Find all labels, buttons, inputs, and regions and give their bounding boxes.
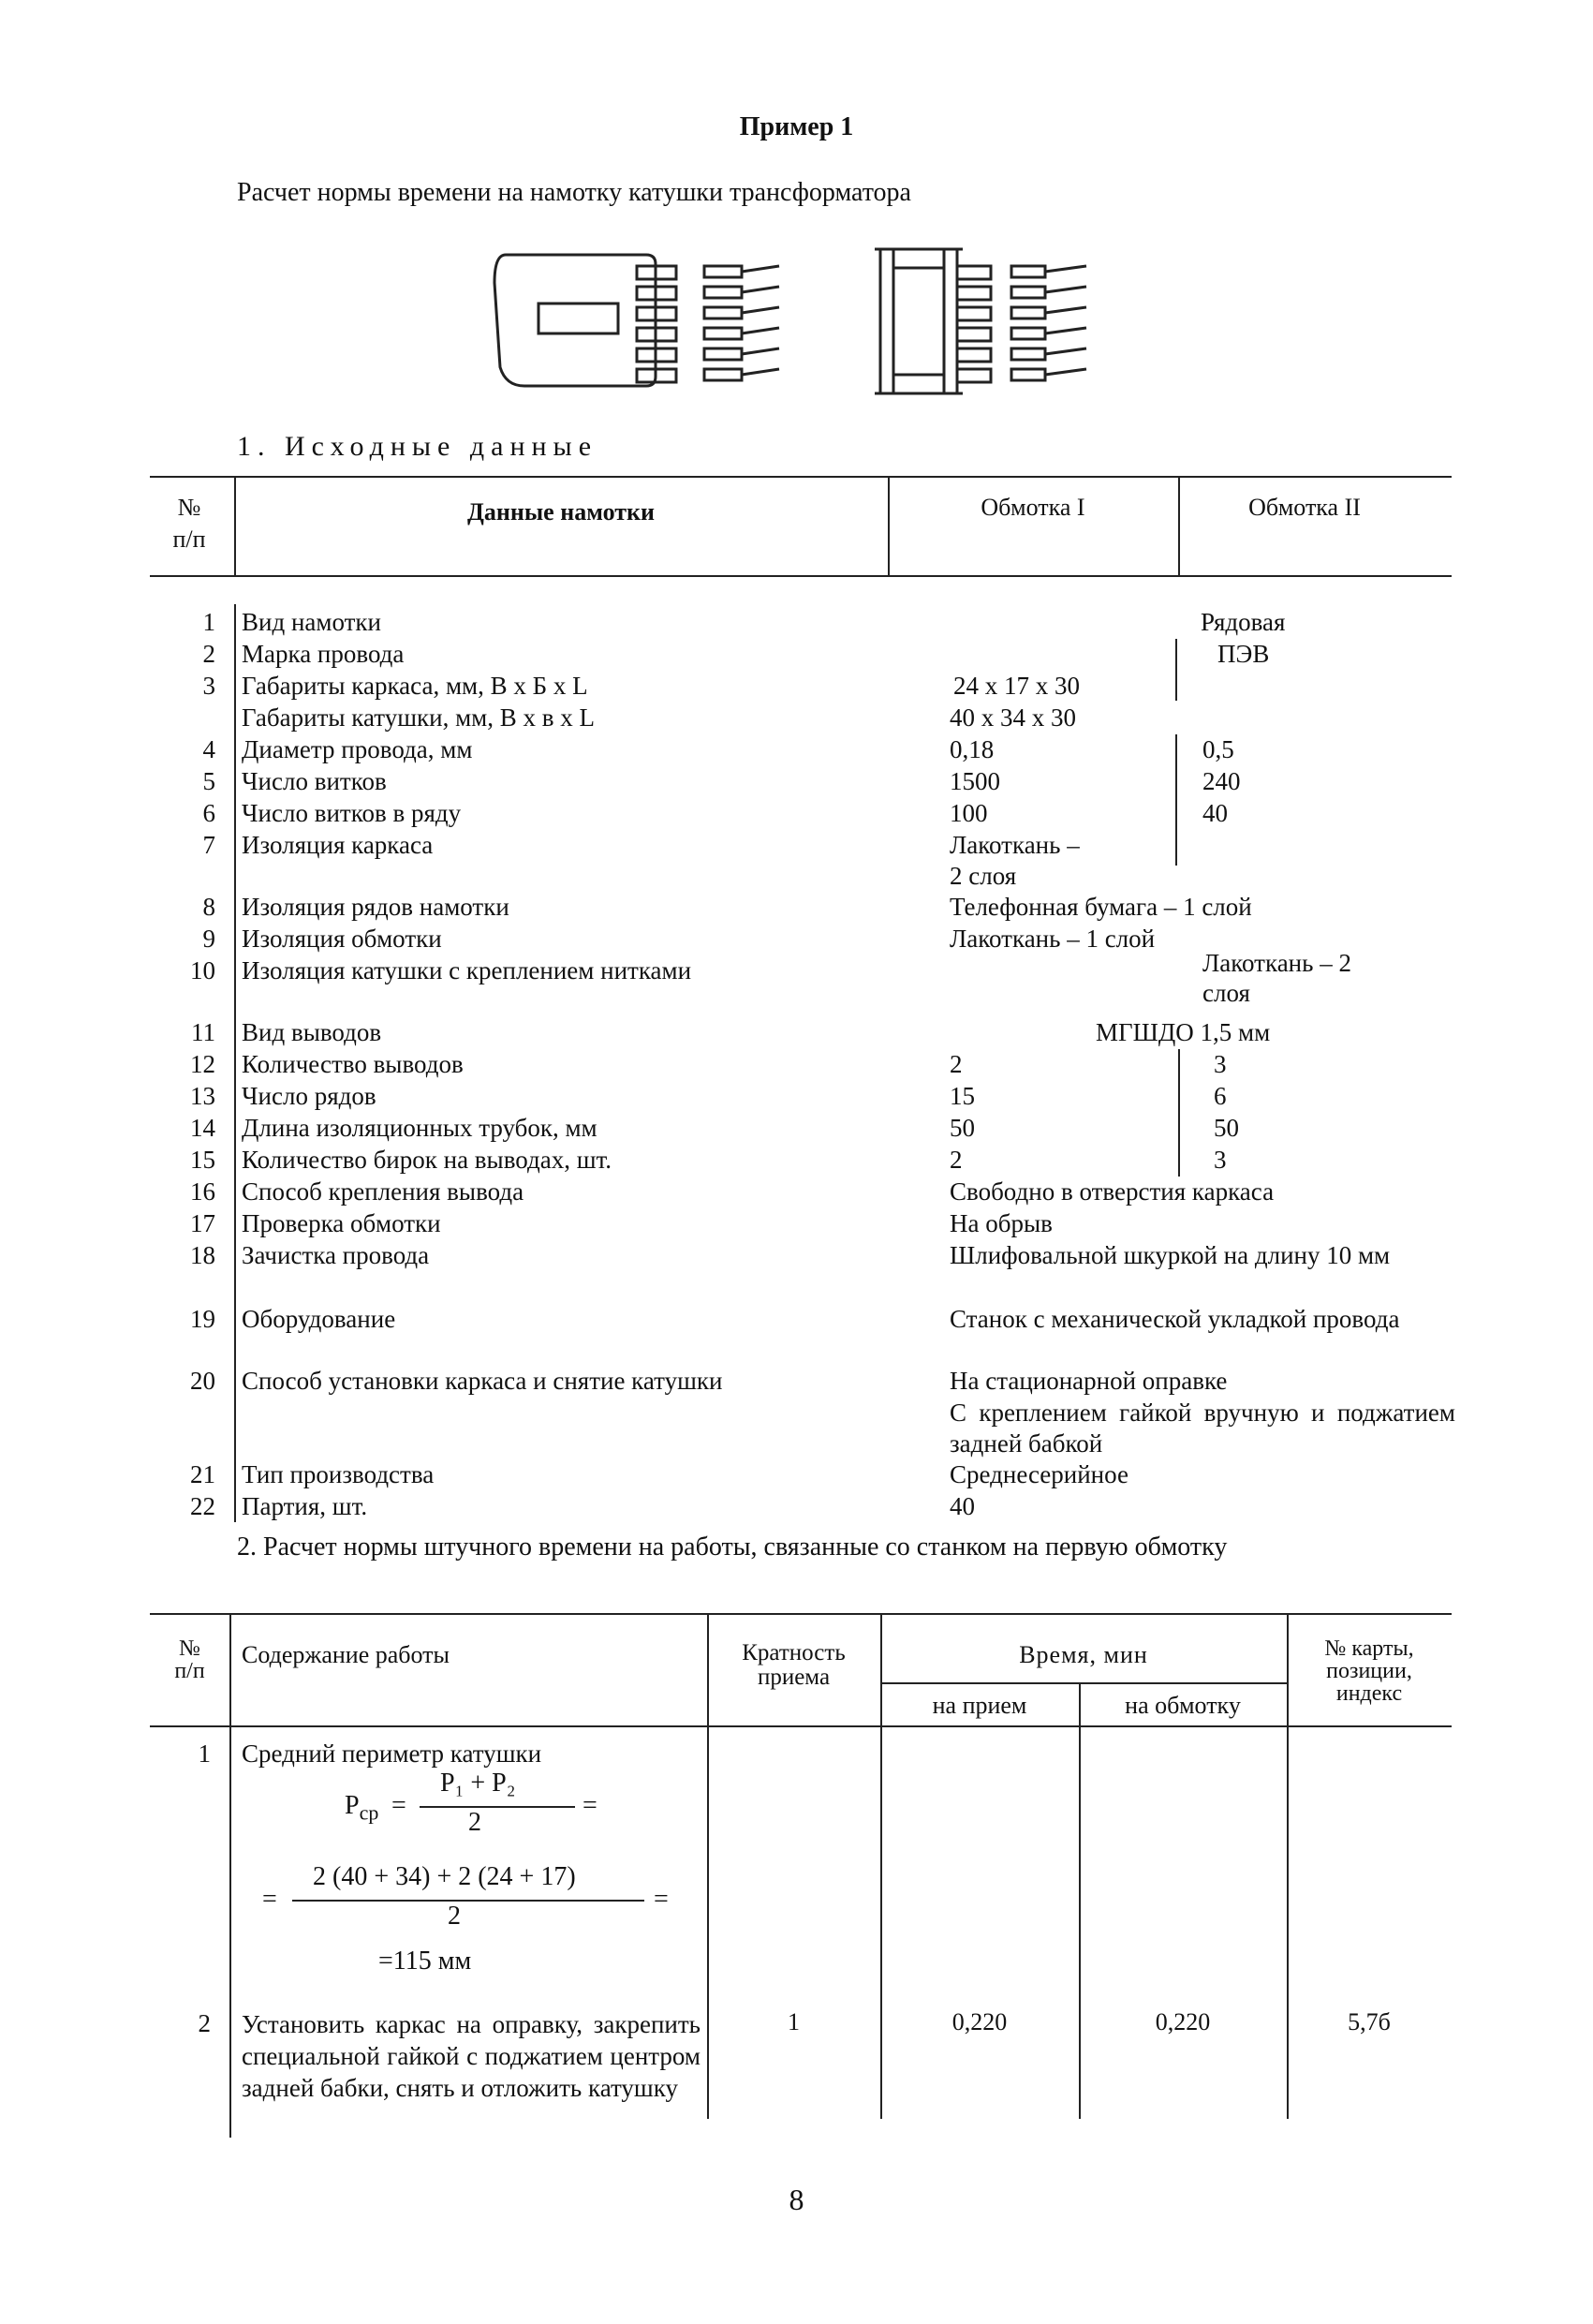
row-label: Оборудование	[242, 1305, 396, 1333]
frame-insulation-value: Лакоткань – 2 слоя	[950, 831, 1080, 890]
row-count-1: 15	[950, 1082, 975, 1110]
time-winding-value: 0,220	[1155, 2008, 1211, 2035]
table1-col-divider	[234, 604, 236, 1522]
row-label: Проверка обмотки	[242, 1209, 441, 1237]
row-insulation-value: Телефонная бумага – 1 слой	[950, 893, 1252, 921]
row-label: Зачистка провода	[242, 1241, 430, 1269]
multiplicity-value: 1	[788, 2008, 800, 2035]
row-label: Длина изоляционных трубок, мм	[242, 1114, 597, 1142]
turns-per-row-2: 40	[1202, 799, 1228, 827]
row-label: Количество выводов	[242, 1050, 464, 1078]
row-label: Марка провода	[242, 640, 405, 668]
row-label: Способ крепления вывода	[242, 1177, 524, 1206]
mounting-method-value-1: На стационарной оправке	[950, 1367, 1228, 1395]
section-1-heading: 1. Исходные данные	[237, 431, 598, 462]
row-label: Изоляция катушки с креплением нитками	[242, 956, 692, 984]
formula-result: =115 мм	[378, 1947, 472, 1976]
wire-diameter-1: 0,18	[950, 735, 995, 763]
row-label: Изоляция рядов намотки	[242, 893, 509, 921]
row-number: 13	[190, 1082, 215, 1110]
row-number: 5	[202, 767, 215, 795]
lead-fixing-value: Свободно в отверстия каркаса	[950, 1177, 1275, 1206]
table2-header-time: Время, мин	[1019, 1641, 1148, 1668]
formula-denominator: 2	[468, 1808, 481, 1837]
table1-top-rule	[150, 476, 1452, 478]
row-number: 17	[190, 1209, 215, 1237]
fraction-bar	[292, 1900, 644, 1902]
production-type-value: Среднесерийное	[950, 1460, 1128, 1488]
row-number: 3	[202, 672, 215, 700]
wire-grade-value: ПЭВ	[1217, 640, 1270, 668]
time-reception-value: 0,220	[951, 2008, 1008, 2035]
tube-length-2: 50	[1214, 1114, 1239, 1142]
row-number: 1	[198, 1739, 211, 1768]
lead-type-value: МГШДО 1,5 мм	[1096, 1018, 1271, 1046]
row-label: Габариты катушки, мм, В х в х L	[242, 703, 595, 732]
wire-diameter-2: 0,5	[1202, 735, 1234, 763]
row-count-2: 6	[1214, 1082, 1227, 1110]
row-number: 9	[202, 925, 215, 953]
table2-col-divider	[1079, 1725, 1081, 2119]
value-divider	[1175, 734, 1177, 866]
row-number: 15	[190, 1146, 215, 1174]
lead-count-2: 3	[1214, 1050, 1227, 1078]
equipment-value: Станок с механической укладкой провода	[950, 1305, 1400, 1333]
row-number: 19	[190, 1305, 215, 1333]
tags-count-1: 2	[950, 1146, 963, 1174]
formula2-numerator: 2 (40 + 34) + 2 (24 + 17)	[313, 1862, 576, 1891]
table1-header-data: Данные намотки	[467, 498, 655, 525]
frame-dimensions-value: 24 х 17 х 30	[953, 672, 1080, 700]
turns-2: 240	[1202, 767, 1241, 795]
row-label: Габариты каркаса, мм, В х Б х L	[242, 672, 588, 700]
table2-header-num: № п/п	[174, 1636, 205, 1683]
coil-insulation-value: Лакоткань – 2 слоя	[1202, 949, 1351, 1007]
table2-col-divider	[880, 1725, 882, 2119]
turns-1: 1500	[950, 767, 1000, 795]
row-number: 8	[202, 893, 215, 921]
table2-header-time-reception: на прием	[932, 1692, 1027, 1719]
batch-size-value: 40	[950, 1492, 975, 1520]
formula-numerator: P₁ + P₂	[440, 1769, 516, 1798]
row-label: Вид намотки	[242, 608, 381, 636]
turns-per-row-1: 100	[950, 799, 988, 827]
row-label: Число витков	[242, 767, 387, 795]
row-label: Число рядов	[242, 1082, 376, 1110]
table2-col-divider	[707, 1725, 709, 2119]
table2-time-split-rule	[880, 1682, 1287, 1684]
page-title: Пример 1	[739, 112, 854, 141]
row-number: 1	[202, 608, 215, 636]
table2-col-divider	[229, 1613, 231, 1725]
table2-top-rule	[150, 1613, 1452, 1615]
row-number: 10	[190, 956, 215, 984]
table2-header-multiplicity: Кратность приема	[742, 1640, 846, 1690]
table1-header-winding-2: Обмотка II	[1248, 494, 1361, 521]
card-index-value: 5,7б	[1348, 2008, 1391, 2035]
table1-header-num: № п/п	[172, 494, 206, 553]
row-label: Изоляция каркаса	[242, 831, 434, 859]
row-label: Изоляция обмотки	[242, 925, 442, 953]
table1-header-winding-1: Обмотка I	[981, 494, 1085, 521]
table1-col-divider	[888, 476, 890, 575]
formula2-denominator: 2	[448, 1902, 461, 1931]
table2-col-divider	[229, 1725, 231, 2138]
row-number: 12	[190, 1050, 215, 1078]
table2-header-content: Содержание работы	[242, 1641, 450, 1668]
winding-check-value: На обрыв	[950, 1209, 1053, 1237]
table2-header-time-winding: на обмотку	[1125, 1692, 1241, 1719]
formula-equals: =	[262, 1885, 277, 1914]
table1-col-divider	[1178, 476, 1180, 575]
formula-equals: =	[654, 1885, 669, 1914]
row-number: 20	[190, 1367, 215, 1395]
row-number: 7	[202, 831, 215, 859]
row-label: Способ установки каркаса и снятие катушки	[242, 1367, 723, 1395]
fraction-bar	[420, 1806, 575, 1808]
tags-count-2: 3	[1214, 1146, 1227, 1174]
table2-col-divider	[1287, 1725, 1289, 2119]
row-label: Партия, шт.	[242, 1492, 368, 1520]
value-divider	[1178, 1049, 1180, 1177]
row-number: 18	[190, 1241, 215, 1269]
formula-lhs: $P_{ср}$	[345, 1791, 379, 1825]
coil-dimensions-value: 40 х 34 х 30	[950, 703, 1076, 732]
row-number: 14	[190, 1114, 215, 1142]
formula-equals: =	[391, 1791, 406, 1820]
row-number: 16	[190, 1177, 215, 1206]
row-label: Вид выводов	[242, 1018, 382, 1046]
work-description: Средний периметр катушки	[242, 1739, 542, 1768]
row-label: Число витков в ряду	[242, 799, 462, 827]
wire-stripping-value: Шлифовальной шкуркой на длину 10 мм	[950, 1241, 1391, 1269]
row-number: 4	[202, 735, 215, 763]
work-description: Установить каркас на оправку, закрепить специальной гайкой с поджатием центром задней бабки, снять и отложить катушку	[242, 2010, 701, 2102]
page-subtitle: Расчет нормы времени на намотку катушки трансформатора	[237, 178, 911, 207]
lead-count-1: 2	[950, 1050, 963, 1078]
row-number: 2	[202, 640, 215, 668]
row-number: 21	[190, 1460, 215, 1488]
row-label: Диаметр провода, мм	[242, 735, 473, 763]
row-label: Количество бирок на выводах, шт.	[242, 1146, 612, 1174]
winding-insulation-value: Лакоткань – 1 слой	[950, 925, 1156, 953]
row-label: Тип производства	[242, 1460, 435, 1488]
value-divider	[1175, 639, 1177, 701]
row-number: 22	[190, 1492, 215, 1520]
mounting-method-value-2: С креплением гайкой вручную и поджатием задней бабкой	[950, 1399, 1455, 1458]
row-number: 2	[198, 2009, 211, 2037]
row-number: 6	[202, 799, 215, 827]
table1-header-rule	[150, 575, 1452, 577]
transformer-coil-diagram	[487, 245, 1105, 397]
table2-header-rule	[150, 1725, 1452, 1727]
formula-equals: =	[583, 1791, 597, 1820]
table2-header-card: № карты, позиции, индекс	[1324, 1636, 1414, 1706]
section-2-heading: 2. Расчет нормы штучного времени на работы, связанные со станком на первую обмотку	[237, 1532, 1228, 1562]
tube-length-1: 50	[950, 1114, 975, 1142]
winding-type-value: Рядовая	[1201, 608, 1286, 636]
page-number: 8	[789, 2183, 804, 2216]
row-number: 11	[191, 1018, 215, 1046]
